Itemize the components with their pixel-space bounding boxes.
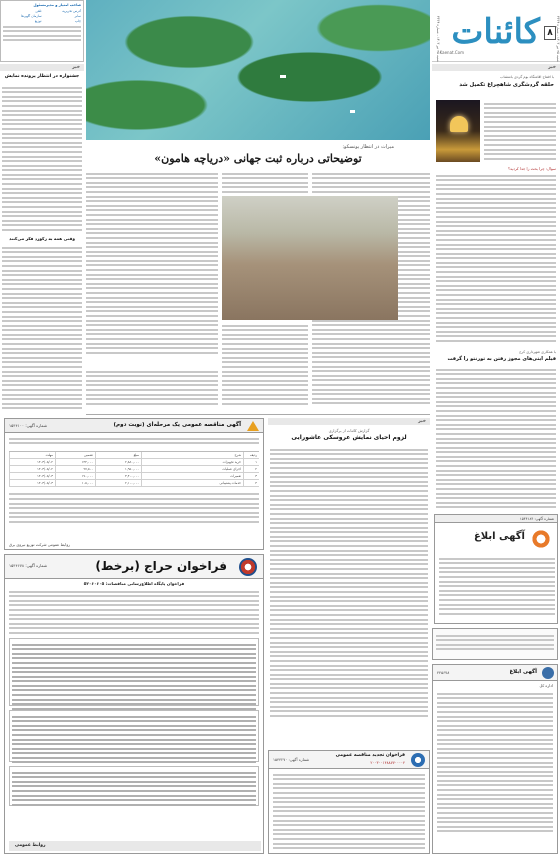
table-cell: ۱۴۰۳/۰۵/۰۲ — [9, 466, 55, 473]
left-story2-body — [2, 244, 82, 412]
auction-subtitle: فراخوان پایگاه اطلاع‌رسانی مناقصات: ۵۲۰۶۰۶۰۵ — [83, 581, 185, 586]
section-label: خبر — [432, 64, 560, 71]
middle-kicker: گزارش کائنات از برگزاری — [328, 428, 370, 433]
notice-ad-2 — [432, 664, 558, 854]
story2-headline: فیلم ایتی‌های مجوز رفتن به تورنتو را گرفت — [447, 356, 556, 362]
table-cell: ۱۴۰۳/۰۵/۰۲ — [9, 459, 55, 466]
feature-body-col3 — [86, 170, 218, 365]
feature-kicker: میراث در انتظار یونسکو: — [342, 144, 394, 150]
retender-title: فراخوان تجدید مناقصه عمومی — [335, 753, 405, 758]
table-cell: ۲,۸۸۰,۰۰۰ — [95, 459, 141, 466]
table-cell: اجرای عملیات — [141, 466, 243, 473]
middle-story-body — [270, 446, 428, 746]
feature-body-col2-bottom — [222, 322, 308, 412]
notice2-org: اداره کل — [539, 683, 553, 688]
info-line: توزیع — [34, 19, 42, 23]
table-cell: ۲,۱۰۰,۰۰۰ — [95, 480, 141, 487]
info-line: سازمان آگهی‌ها — [21, 14, 42, 18]
table-header: شرح — [141, 452, 243, 459]
publisher-info-box — [0, 0, 84, 62]
notice-ad — [434, 514, 558, 624]
left-headline: جشنواره در انتظار پرونده نمایش — [4, 74, 80, 79]
notice2-number: ۴۴۵۶۷۸ — [437, 670, 450, 675]
story2-body — [436, 366, 556, 514]
site-url[interactable]: Kaenat.Com — [439, 50, 464, 55]
middle-section-label: خبر — [268, 418, 430, 425]
table-header: ردیف — [243, 452, 259, 459]
auction-title: فراخوان حراج (برخط) — [95, 559, 227, 573]
table-cell: ۴ — [243, 480, 259, 487]
left-section-label: خبر — [0, 64, 84, 71]
ad-strip — [432, 628, 558, 660]
table-cell: ۱۴۰۳/۰۵/۰۳ — [9, 473, 55, 480]
retender-ad — [268, 750, 430, 854]
tender-ad — [4, 418, 264, 550]
masthead-side-text: شنبه ۲۵ تیر ۱۴۰۳ - شماره ۴۳۶۴ — [436, 16, 440, 62]
tender-title: آگهی مناقصه عمومی یک مرحله‌ای (نوبت دوم) — [113, 422, 241, 428]
notice-ad-number: شماره آگهی: ۱۵۴۴۱۸۴ — [435, 515, 557, 523]
info-line: تلفن — [35, 9, 42, 13]
lake-aerial-photo — [86, 0, 430, 140]
tender-number: شماره آگهی: ۱۵۴۴۱۰۰ — [9, 423, 48, 428]
auction-number: شماره آگهی: ۱۵۴۴۶۷۸ — [9, 563, 48, 568]
notice-ad-body — [439, 555, 555, 621]
page-number: ۸ — [544, 26, 556, 40]
company-logo-icon — [411, 753, 425, 767]
boat-shape — [280, 75, 286, 78]
newspaper-logo: کائنات — [451, 12, 540, 52]
org-seal-icon — [542, 667, 554, 679]
notice2-title: آگهی ابلاغ — [509, 669, 537, 675]
info-title: صاحب امتیاز و مدیرمسئول — [33, 3, 81, 7]
auction-ad — [4, 554, 264, 854]
boat-shape — [350, 110, 355, 113]
feature-headline: توضیحاتی درباره ثبت جهانی «دریاچه هامون» — [154, 152, 362, 165]
story2-kicker: با همکاری شهرداری کرج — [519, 350, 556, 354]
notice-ad-title: آگهی ابلاغ — [473, 531, 525, 542]
info-line: نمابر — [74, 14, 81, 18]
table-cell: خدمات پشتیبانی — [141, 480, 243, 487]
table-cell: ۱,۹۵۰,۰۰۰ — [95, 466, 141, 473]
table-cell: ۳,۴۰۰,۰۰۰ — [95, 473, 141, 480]
retender-code: ۲۰۰۳۰۰۱۴۸۸۷۷۰۰۰۰۴ — [370, 760, 405, 765]
left-headline-2: وقتی همه به رکورد فکر می‌کنند — [9, 236, 75, 241]
table-header: تضمین — [55, 452, 95, 459]
table-cell: ۹۷,۵۰۰ — [55, 466, 95, 473]
hamoon-shore-photo — [222, 196, 398, 320]
table-cell: ۱۰۵,۰۰۰ — [55, 480, 95, 487]
info-line: چاپ — [75, 19, 81, 23]
middle-headline: لزوم احیای نمایش عروسکی عاشورایی — [291, 434, 407, 441]
table-cell: خرید تجهیزات — [141, 459, 243, 466]
tender-footer: روابط عمومی شرکت توزیع نیروی برق — [9, 542, 70, 547]
table-header: مهلت — [9, 452, 55, 459]
auction-footer: روابط عمومی — [9, 841, 261, 851]
masthead — [432, 0, 560, 62]
feature-body-col2-top — [222, 170, 308, 194]
retender-number: شماره آگهی: ۱۵۴۴۲۷۰ — [273, 757, 310, 762]
company-logo-icon — [239, 558, 257, 576]
story-headline: حلقه گردشگری شاهچراغ تکمیل شد — [459, 82, 554, 88]
table-cell: ۱۴۴,۰۰۰ — [55, 459, 95, 466]
divider — [86, 414, 430, 415]
story-body-long — [436, 172, 556, 347]
story-body — [484, 100, 556, 162]
table-cell: تعمیرات — [141, 473, 243, 480]
table-cell: ۱ — [243, 459, 259, 466]
table-header: مبلغ — [95, 452, 141, 459]
shrine-dome — [450, 116, 468, 132]
tender-table — [9, 451, 259, 487]
utility-logo-icon — [247, 421, 259, 431]
info-line: آدرس تحریریه — [62, 9, 81, 13]
story-kicker: با افتتاح اقامتگاه بوم گردی بامنشاب — [500, 75, 554, 79]
table-cell: ۳ — [243, 473, 259, 480]
feature-body-col3-bottom — [86, 368, 218, 412]
masthead-dateline: شنبه ۲۵ تیر ۱۴۰۳ - شماره ۴۳۶۴ — [556, 16, 560, 62]
left-story-body — [2, 84, 82, 234]
subhead-question: سوال: چرا بحث را جدا کردید؟ — [508, 166, 556, 171]
table-cell: ۲ — [243, 466, 259, 473]
org-logo-icon — [531, 529, 551, 549]
table-cell: ۱۷۰,۰۰۰ — [55, 473, 95, 480]
table-cell: ۱۴۰۳/۰۵/۰۳ — [9, 480, 55, 487]
